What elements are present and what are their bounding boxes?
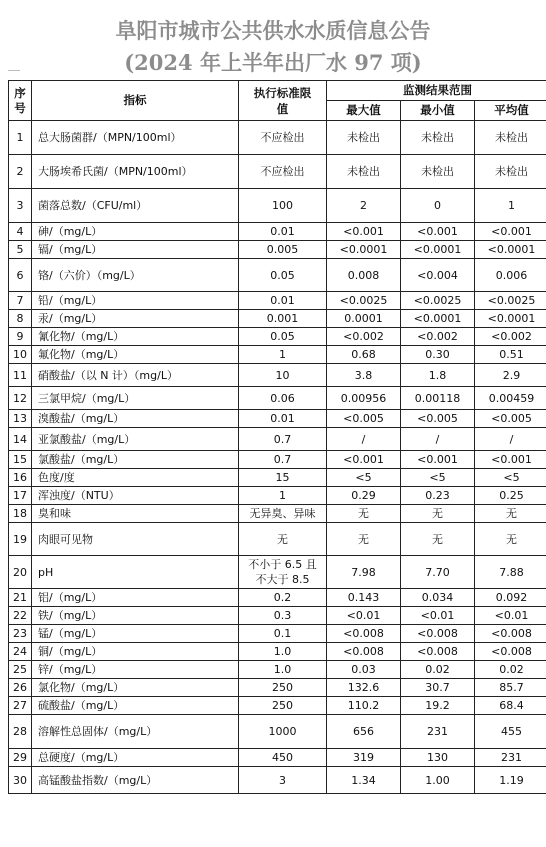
indicator-name: 菌落总数/（CFU/ml） [32,189,239,223]
row-number: 18 [9,505,32,523]
min-value: / [401,428,475,451]
avg-value: 0.006 [475,259,546,292]
min-value: <0.008 [401,643,475,661]
max-value: 0.03 [327,661,401,679]
indicator-name: 三氯甲烷/（mg/L） [32,387,239,410]
min-value: <0.005 [401,410,475,428]
header-min: 最小值 [401,101,475,121]
avg-value: 0.25 [475,487,546,505]
header-avg: 平均值 [475,101,546,121]
min-value: <0.0025 [401,292,475,310]
standard-limit: 0.01 [239,223,327,241]
indicator-name: 硝酸盐/（以 N 计）（mg/L） [32,364,239,387]
table-row [9,310,546,328]
table-row [9,715,546,749]
standard-limit: 1000 [239,715,327,749]
min-value: 0.034 [401,589,475,607]
avg-value: 2.9 [475,364,546,387]
table-row [9,292,546,310]
table-row [9,625,546,643]
indicator-name: 总硬度/（mg/L） [32,749,239,767]
min-value: 未检出 [401,155,475,189]
avg-value: 0.00459 [475,387,546,410]
max-value: 0.68 [327,346,401,364]
indicator-name: 臭和味 [32,505,239,523]
min-value: 0 [401,189,475,223]
row-number: 27 [9,697,32,715]
indicator-name: 总大肠菌群/（MPN/100ml） [32,121,239,155]
min-value: <0.001 [401,223,475,241]
max-value: <0.002 [327,328,401,346]
row-number: 9 [9,328,32,346]
header-max: 最大值 [327,101,401,121]
avg-value: <0.0001 [475,241,546,259]
max-value: 656 [327,715,401,749]
page-subtitle: (2024 年上半年出厂水 97 项) [124,50,422,75]
max-value: 0.29 [327,487,401,505]
indicator-name: 铝/（mg/L） [32,589,239,607]
indicator-name: 溴酸盐/（mg/L） [32,410,239,428]
standard-limit: 250 [239,679,327,697]
max-value: 未检出 [327,121,401,155]
standard-limit: 250 [239,697,327,715]
row-number: 13 [9,410,32,428]
max-value: <5 [327,469,401,487]
standard-limit: 0.01 [239,410,327,428]
min-value: <0.008 [401,625,475,643]
min-value: <0.0001 [401,310,475,328]
avg-value: <0.01 [475,607,546,625]
min-value: 无 [401,505,475,523]
standard-limit: 0.7 [239,451,327,469]
max-value: <0.008 [327,625,401,643]
min-value: <0.002 [401,328,475,346]
min-value: <5 [401,469,475,487]
standard-limit: 不应检出 [239,155,327,189]
min-value: 1.8 [401,364,475,387]
row-number: 30 [9,767,32,794]
min-value: 7.70 [401,556,475,589]
row-number: 5 [9,241,32,259]
avg-value: 85.7 [475,679,546,697]
header-indicator: 指标 [32,81,239,121]
row-number: 10 [9,346,32,364]
indicator-name: 氯酸盐/（mg/L） [32,451,239,469]
avg-value: 1 [475,189,546,223]
indicator-name: 铁/（mg/L） [32,607,239,625]
min-value: 0.23 [401,487,475,505]
min-value: <0.0001 [401,241,475,259]
row-number: 24 [9,643,32,661]
max-value: 2 [327,189,401,223]
table-row [9,259,546,292]
avg-value: <0.0001 [475,310,546,328]
indicator-name: 高锰酸盐指数/（mg/L） [32,767,239,794]
indicator-name: 氟化物/（mg/L） [32,346,239,364]
row-number: 21 [9,589,32,607]
indicator-name: 氯化物/（mg/L） [32,679,239,697]
table-row [9,643,546,661]
standard-limit: 1 [239,487,327,505]
row-number: 8 [9,310,32,328]
max-value: 无 [327,523,401,556]
standard-limit: 不小于 6.5 且不大于 8.5 [239,556,327,589]
avg-value: <0.002 [475,328,546,346]
avg-value: 0.51 [475,346,546,364]
avg-value: 455 [475,715,546,749]
table-row [9,451,546,469]
standard-limit: 100 [239,189,327,223]
standard-limit: 0.3 [239,607,327,625]
max-value: / [327,428,401,451]
avg-value: <0.008 [475,643,546,661]
standard-limit: 0.1 [239,625,327,643]
table-row [9,328,546,346]
max-value: 无 [327,505,401,523]
row-number: 12 [9,387,32,410]
avg-value: <0.005 [475,410,546,428]
avg-value: 0.02 [475,661,546,679]
standard-limit: 3 [239,767,327,794]
max-value: <0.001 [327,223,401,241]
row-number: 28 [9,715,32,749]
max-value: <0.0025 [327,292,401,310]
standard-limit: 450 [239,749,327,767]
row-number: 11 [9,364,32,387]
corner-mark [8,70,20,71]
table-row [9,410,546,428]
row-number: 26 [9,679,32,697]
standard-limit: 0.7 [239,428,327,451]
standard-limit: 0.01 [239,292,327,310]
row-number: 7 [9,292,32,310]
indicator-name: 铬/（六价）（mg/L） [32,259,239,292]
table-row [9,223,546,241]
avg-value: <5 [475,469,546,487]
min-value: <0.01 [401,607,475,625]
header-standard: 执行标准限值 [239,81,327,121]
water-quality-table [8,80,546,794]
standard-limit: 1 [239,346,327,364]
table-row [9,428,546,451]
table-row [9,556,546,589]
row-number: 3 [9,189,32,223]
max-value: <0.01 [327,607,401,625]
max-value: <0.0001 [327,241,401,259]
max-value: 0.143 [327,589,401,607]
avg-value: 68.4 [475,697,546,715]
standard-limit: 无异臭、异味 [239,505,327,523]
row-number: 1 [9,121,32,155]
avg-value: 7.88 [475,556,546,589]
standard-limit: 15 [239,469,327,487]
table-row [9,364,546,387]
standard-limit: 1.0 [239,643,327,661]
row-number: 6 [9,259,32,292]
row-number: 19 [9,523,32,556]
standard-limit: 10 [239,364,327,387]
indicator-name: 溶解性总固体/（mg/L） [32,715,239,749]
avg-value: 231 [475,749,546,767]
min-value: 19.2 [401,697,475,715]
table-row [9,121,546,155]
page-title: 阜阳市城市公共供水水质信息公告 [115,18,431,43]
min-value: 1.00 [401,767,475,794]
row-number: 4 [9,223,32,241]
max-value: <0.001 [327,451,401,469]
indicator-name: 肉眼可见物 [32,523,239,556]
table-row [9,679,546,697]
indicator-name: 锰/（mg/L） [32,625,239,643]
indicator-name: 硫酸盐/（mg/L） [32,697,239,715]
table-row [9,767,546,794]
avg-value: <0.008 [475,625,546,643]
max-value: 未检出 [327,155,401,189]
table-row [9,387,546,410]
table-row [9,346,546,364]
standard-limit: 0.001 [239,310,327,328]
max-value: 132.6 [327,679,401,697]
row-number: 22 [9,607,32,625]
table-row [9,505,546,523]
avg-value: 1.19 [475,767,546,794]
indicator-name: 大肠埃希氏菌/（MPN/100ml） [32,155,239,189]
table-row [9,589,546,607]
avg-value: <0.001 [475,223,546,241]
max-value: 110.2 [327,697,401,715]
max-value: 0.0001 [327,310,401,328]
max-value: <0.008 [327,643,401,661]
standard-limit: 0.2 [239,589,327,607]
avg-value: <0.001 [475,451,546,469]
min-value: 未检出 [401,121,475,155]
row-number: 15 [9,451,32,469]
indicator-name: 色度/度 [32,469,239,487]
min-value: <0.001 [401,451,475,469]
max-value: 0.00956 [327,387,401,410]
table-row [9,523,546,556]
indicator-name: pH [32,556,239,589]
table-row [9,487,546,505]
avg-value: 0.092 [475,589,546,607]
standard-limit: 0.005 [239,241,327,259]
header-seq: 序号 [9,81,32,121]
header-monitor-range: 监测结果范围 [327,81,546,101]
max-value: 1.34 [327,767,401,794]
table-row [9,241,546,259]
avg-value: 无 [475,523,546,556]
table-row [9,189,546,223]
indicator-name: 氰化物/（mg/L） [32,328,239,346]
table-row [9,661,546,679]
avg-value: 无 [475,505,546,523]
max-value: 319 [327,749,401,767]
indicator-name: 镉/（mg/L） [32,241,239,259]
standard-limit: 0.05 [239,328,327,346]
indicator-name: 砷/（mg/L） [32,223,239,241]
standard-limit: 1.0 [239,661,327,679]
table-row [9,469,546,487]
min-value: 无 [401,523,475,556]
table-row [9,749,546,767]
indicator-name: 汞/（mg/L） [32,310,239,328]
standard-limit: 0.05 [239,259,327,292]
max-value: <0.005 [327,410,401,428]
row-number: 23 [9,625,32,643]
row-number: 29 [9,749,32,767]
row-number: 17 [9,487,32,505]
row-number: 2 [9,155,32,189]
table-row [9,155,546,189]
standard-limit: 无 [239,523,327,556]
indicator-name: 铜/（mg/L） [32,643,239,661]
row-number: 14 [9,428,32,451]
min-value: 0.30 [401,346,475,364]
indicator-name: 浑浊度/（NTU） [32,487,239,505]
indicator-name: 锌/（mg/L） [32,661,239,679]
row-number: 16 [9,469,32,487]
table-row [9,697,546,715]
min-value: 0.00118 [401,387,475,410]
table-row [9,607,546,625]
min-value: 130 [401,749,475,767]
min-value: <0.004 [401,259,475,292]
max-value: 3.8 [327,364,401,387]
min-value: 231 [401,715,475,749]
avg-value: 未检出 [475,121,546,155]
avg-value: 未检出 [475,155,546,189]
max-value: 0.008 [327,259,401,292]
avg-value: / [475,428,546,451]
max-value: 7.98 [327,556,401,589]
min-value: 0.02 [401,661,475,679]
row-number: 25 [9,661,32,679]
indicator-name: 铅/（mg/L） [32,292,239,310]
indicator-name: 亚氯酸盐/（mg/L） [32,428,239,451]
standard-limit: 0.06 [239,387,327,410]
row-number: 20 [9,556,32,589]
standard-limit: 不应检出 [239,121,327,155]
min-value: 30.7 [401,679,475,697]
avg-value: <0.0025 [475,292,546,310]
